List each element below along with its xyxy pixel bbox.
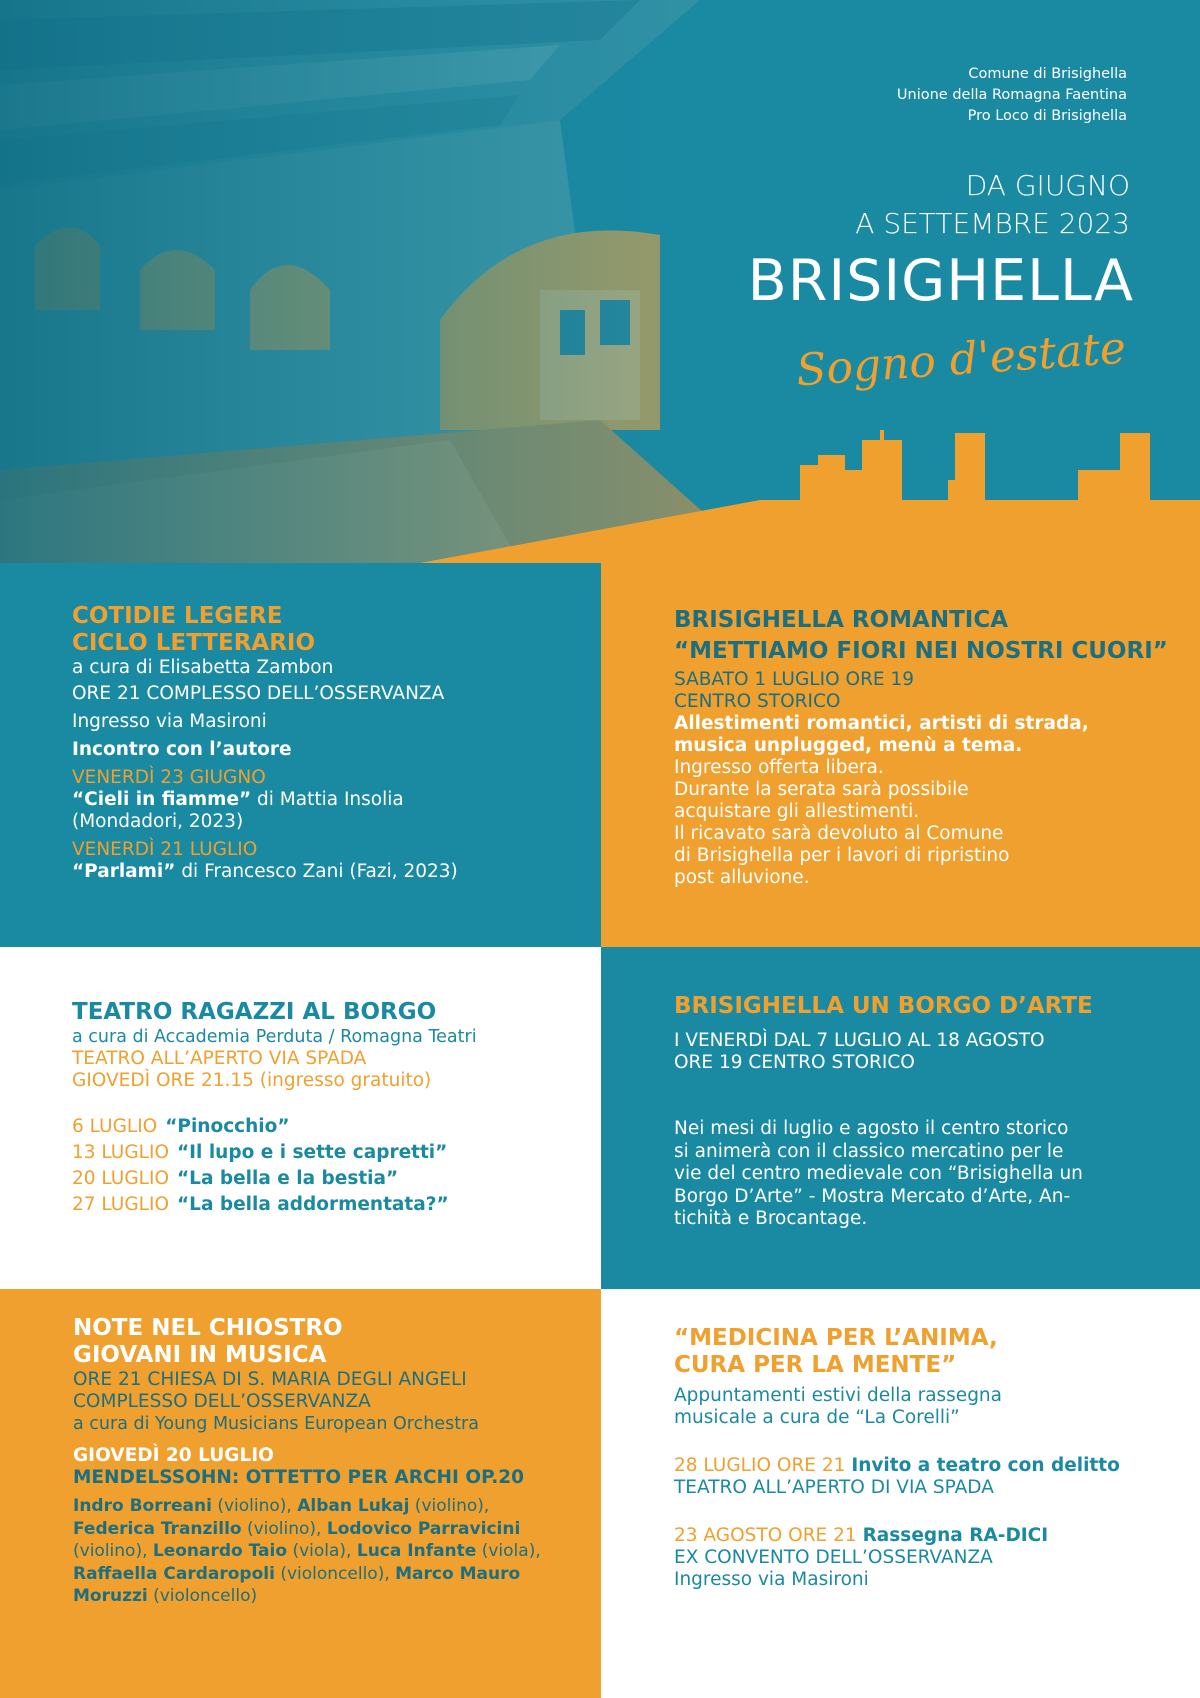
section-teatro-ragazzi xyxy=(0,947,601,1289)
show-item: 27 LUGLIO “La bella addormentata?” xyxy=(72,1194,449,1215)
note: Ingresso offerta libera. xyxy=(674,757,884,778)
section-cotidie-legere xyxy=(0,563,601,947)
note: acquistare gli allestimenti. xyxy=(674,801,920,822)
musician-line: Moruzzi (violoncello) xyxy=(73,1586,258,1606)
concert-program: MENDELSSOHN: OTTETTO PER ARCHI OP.20 xyxy=(73,1467,525,1488)
description-line: tichità e Brocantage. xyxy=(674,1208,868,1229)
section-brisighella-romantica xyxy=(601,563,1200,947)
venue: TEATRO ALL’APERTO VIA SPADA xyxy=(72,1048,367,1069)
curator: a cura di Young Musicians European Orchestra xyxy=(73,1414,479,1434)
event-book: “Parlami” di Francesco Zani (Fazi, 2023) xyxy=(72,861,458,882)
note: Durante la serata sarà possibile xyxy=(674,779,969,800)
section-borgo-darte xyxy=(601,947,1200,1289)
section-note-nel-chiostro xyxy=(0,1289,601,1698)
event-when: I VENERDÌ DAL 7 LUGLIO AL 18 AGOSTO xyxy=(674,1030,1045,1051)
venue: ORE 21 CHIESA DI S. MARIA DEGLI ANGELI xyxy=(73,1369,467,1390)
event-when: SABATO 1 LUGLIO ORE 19 xyxy=(674,669,915,690)
venue: COMPLESSO DELL’OSSERVANZA xyxy=(73,1391,371,1412)
section-title: BRISIGHELLA UN BORGO D’ARTE xyxy=(674,993,1093,1019)
period-line-2: A SETTEMBRE 2023 xyxy=(855,207,1130,240)
event-publisher: (Mondadori, 2023) xyxy=(72,811,244,832)
organizer-1: Comune di Brisighella xyxy=(968,66,1127,82)
tagline: Sogno d'estate xyxy=(794,322,1128,397)
musician-line: Raffaella Cardaropoli (violoncello), Marco Mauro xyxy=(73,1563,521,1584)
show-item: 20 LUGLIO “La bella e la bestia” xyxy=(72,1168,399,1189)
intro: musicale a cura de “La Corelli” xyxy=(674,1407,960,1428)
event-venue: EX CONVENTO DELL’OSSERVANZA xyxy=(674,1547,993,1568)
curator: a cura di Accademia Perduta / Romagna Teatri xyxy=(72,1027,477,1047)
event-date: VENERDÌ 21 LUGLIO xyxy=(72,839,258,860)
event-where: ORE 19 CENTRO STORICO xyxy=(674,1052,915,1073)
venue: ORE 21 COMPLESSO DELL’OSSERVANZA xyxy=(72,683,445,704)
section-title: COTIDIE LEGERE xyxy=(72,603,283,629)
format: Incontro con l’autore xyxy=(72,739,292,760)
note: post alluvione. xyxy=(674,867,810,888)
intro: Appuntamenti estivi della rassegna xyxy=(674,1385,1002,1406)
musician-line: Indro Borreani (violino), Alban Lukaj (violino), xyxy=(73,1496,490,1516)
note: di Brisighella per i lavori di ripristino xyxy=(674,845,1010,866)
organizer-2: Unione della Romagna Faentina xyxy=(896,87,1127,103)
section-medicina-per-lanima xyxy=(601,1289,1200,1698)
section-title: BRISIGHELLA ROMANTICA xyxy=(674,607,1009,633)
show-item: 6 LUGLIO “Pinocchio” xyxy=(72,1116,290,1137)
event-entrance: Ingresso via Masironi xyxy=(674,1569,869,1590)
show-time: GIOVEDÌ ORE 21.15 (ingresso gratuito) xyxy=(72,1070,432,1091)
event-date: VENERDÌ 23 GIUGNO xyxy=(72,767,266,788)
entrance: Ingresso via Masironi xyxy=(72,711,267,732)
event-book: “Cieli in fiamme” di Mattia Insolia xyxy=(72,789,404,810)
skyline-silhouette xyxy=(0,0,1200,563)
note: Il ricavato sarà devoluto al Comune xyxy=(674,823,1004,844)
section-title: GIOVANI IN MUSICA xyxy=(73,1342,327,1368)
musician-line: (violino), Leonardo Taio (viola), Luca Infante (viola), xyxy=(73,1541,541,1561)
event-where: CENTRO STORICO xyxy=(674,691,841,712)
event-line: 23 AGOSTO ORE 21 Rassegna RA-DICI xyxy=(674,1525,1049,1546)
section-title: CURA PER LA MENTE” xyxy=(674,1352,957,1378)
section-title: NOTE NEL CHIOSTRO xyxy=(73,1315,343,1341)
period-line-1: DA GIUGNO xyxy=(965,169,1130,202)
description-line: vie del centro medievale con “Brisighella un xyxy=(674,1163,1083,1184)
musician-line: Federica Tranzillo (violino), Lodovico Parravicini xyxy=(73,1518,521,1539)
event-venue: TEATRO ALL’APERTO DI VIA SPADA xyxy=(674,1477,994,1498)
description-line: Nei mesi di luglio e agosto il centro storico xyxy=(674,1118,1069,1139)
concert-date: GIOVEDÌ 20 LUGLIO xyxy=(73,1445,274,1466)
description-line: Borgo D’Arte” - Mostra Mercato d’Arte, An- xyxy=(674,1185,1071,1207)
curator: a cura di Elisabetta Zambon xyxy=(72,657,334,678)
town-title: BRISIGHELLA xyxy=(747,248,1134,314)
highlight: Allestimenti romantici, artisti di strada, xyxy=(674,713,1089,734)
section-title: “METTIAMO FIORI NEI NOSTRI CUORI” xyxy=(674,638,1168,664)
event-line: 28 LUGLIO ORE 21 Invito a teatro con delitto xyxy=(674,1455,1120,1476)
poster-header xyxy=(0,0,1200,563)
section-title: CICLO LETTERARIO xyxy=(72,630,316,656)
section-title: TEATRO RAGAZZI AL BORGO xyxy=(72,999,437,1025)
description-line: si animerà con il classico mercatino per le xyxy=(674,1140,1064,1162)
section-title: “MEDICINA PER L’ANIMA, xyxy=(674,1325,998,1351)
show-item: 13 LUGLIO “Il lupo e i sette capretti” xyxy=(72,1142,448,1163)
highlight: musica unplugged, menù a tema. xyxy=(674,735,1023,756)
organizer-3: Pro Loco di Brisighella xyxy=(967,108,1127,124)
